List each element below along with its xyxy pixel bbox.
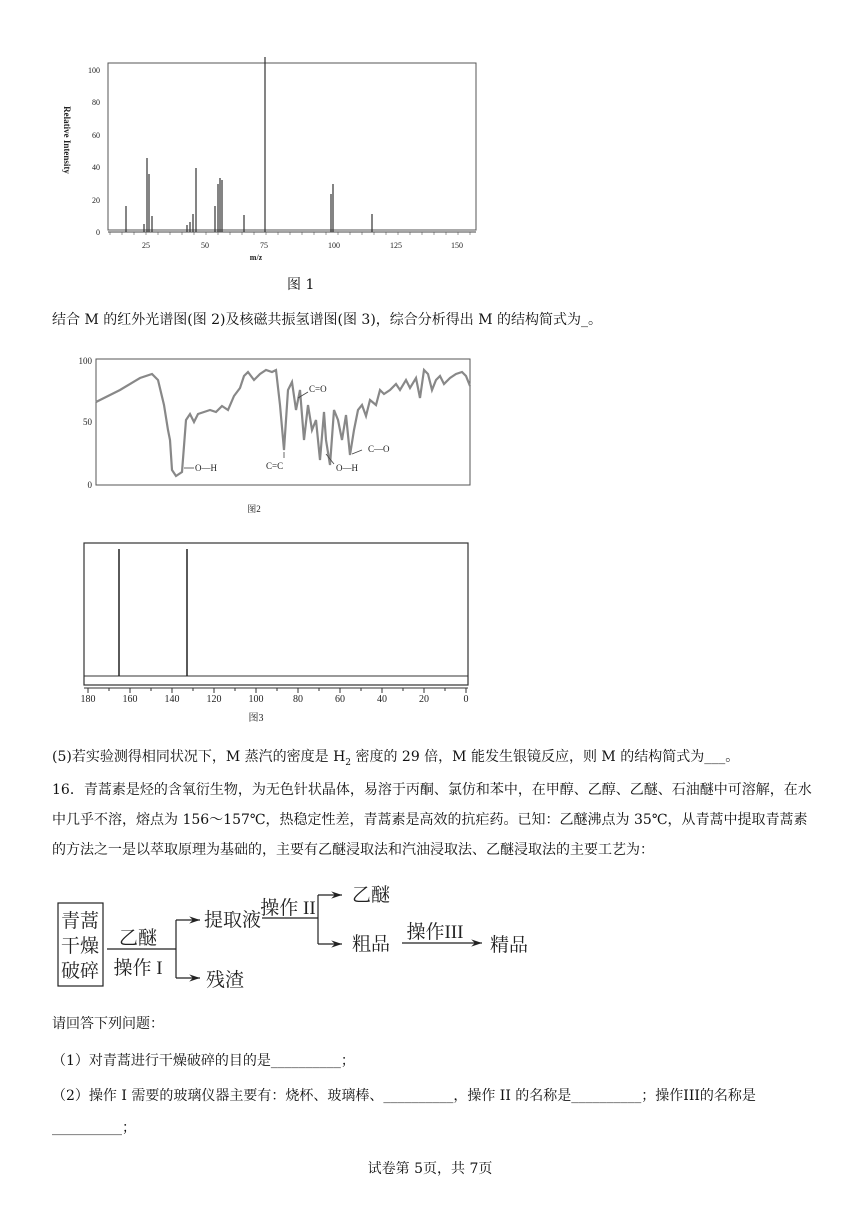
fig1-peaks bbox=[110, 57, 470, 235]
op1-reagent: 乙醚 bbox=[118, 928, 158, 949]
fig1-y-tick-labels bbox=[88, 66, 100, 237]
fig2-label-c-eq-o: C=O bbox=[309, 384, 327, 394]
questions-intro: 请回答下列问题： bbox=[52, 1016, 164, 1032]
figure-3-nmr-spectrum bbox=[70, 535, 480, 730]
question-16-paragraph: 16．青蒿素是烃的含氧衍生物，为无色针状晶体，易溶于丙酮、氯仿和苯中，在甲醇、乙醇、乙醚、石油醚中可溶解，在水中几乎不溶，熔点为 156～157℃，热稳定性差，青蒿素是高效的抗疟药。已知：乙醚沸点为 35℃，从青蒿中提取青蒿素的方法之一是以萃取原理为基础的，主要有乙醚浸取法和汽油浸取法、乙醚浸取法的主要工艺为： bbox=[52, 782, 812, 858]
question-16-2-line1: （2）操作 I 需要的玻璃仪器主要有：烧杯、玻璃棒、__________，操作 II 的名称是__________；操作III的名称是 bbox=[52, 1088, 756, 1104]
fig3-xtick: 120 bbox=[206, 694, 222, 705]
fig1-xtick: 100 bbox=[328, 241, 340, 250]
op2-label: 操作 II bbox=[260, 898, 316, 919]
text-after-fig1: 结合 M 的红外光谱图(图 2)及核磁共振氢谱图(图 3)，综合分析得出 M 的结构简式为_。 bbox=[52, 312, 603, 328]
fig3-caption: 图3 bbox=[248, 713, 264, 724]
fig1-xtick: 75 bbox=[260, 241, 268, 250]
fig2-caption: 图2 bbox=[247, 504, 261, 514]
box-line-3: 破碎 bbox=[60, 961, 100, 982]
fig1-ytick: 60 bbox=[92, 131, 100, 140]
fig2-ytick-50: 50 bbox=[83, 417, 92, 427]
q5-subscript: 2 bbox=[345, 757, 352, 768]
fig3-xtick: 40 bbox=[377, 694, 387, 705]
extract-liquid: 提取液 bbox=[204, 910, 262, 931]
box-line-1: 青蒿 bbox=[60, 911, 100, 932]
question-5 bbox=[52, 746, 739, 774]
fig1-caption: 图 1 bbox=[287, 277, 315, 293]
op1-label: 操作 I bbox=[113, 958, 163, 979]
q5-suffix: 密度的 29 倍，M 能发生银镜反应，则 M 的结构简式为___。 bbox=[351, 749, 740, 765]
fig3-xtick: 180 bbox=[80, 694, 96, 705]
fig3-xtick: 20 bbox=[419, 694, 429, 705]
question-16-1: （1）对青蒿进行干燥破碎的目的是__________； bbox=[52, 1053, 355, 1069]
ether-product: 乙醚 bbox=[352, 885, 391, 906]
fig2-ytick-100: 100 bbox=[78, 356, 92, 366]
fig1-ytick: 0 bbox=[96, 228, 100, 237]
figure-1-mass-spectrum bbox=[40, 55, 490, 270]
fig1-y-axis-label: Relative Intensity bbox=[62, 106, 72, 174]
fig1-ytick: 100 bbox=[88, 66, 100, 75]
fig1-xtick: 25 bbox=[142, 241, 150, 250]
fig3-xtick: 0 bbox=[463, 694, 469, 705]
fig1-xtick: 150 bbox=[451, 241, 463, 250]
process-flow-diagram bbox=[50, 880, 540, 1000]
page-footer: 试卷第 5页，共 7页 bbox=[367, 1161, 493, 1177]
fig1-x-tick-labels bbox=[142, 241, 463, 250]
fig2-ytick-0: 0 bbox=[87, 480, 92, 490]
fig1-xtick: 50 bbox=[201, 241, 209, 250]
fig2-label-oh-2: O—H bbox=[336, 463, 358, 473]
fig2-label-c-eq-c: C=C bbox=[266, 461, 284, 471]
box-line-2: 干燥 bbox=[60, 936, 100, 957]
fig2-label-oh-1: O—H bbox=[195, 463, 217, 473]
fig3-xtick: 60 bbox=[335, 694, 345, 705]
q5-prefix: (5)若实验测得相同状况下，M 蒸汽的密度是 H bbox=[52, 749, 346, 765]
fig1-x-axis-label: m/z bbox=[249, 253, 263, 262]
op3-label: 操作III bbox=[406, 922, 464, 943]
fig3-tick-labels bbox=[81, 694, 469, 705]
fig3-xtick: 80 bbox=[293, 694, 303, 705]
fig3-xtick: 100 bbox=[248, 694, 264, 705]
fig1-axes bbox=[108, 63, 476, 232]
crude-product: 粗品 bbox=[352, 934, 391, 955]
fig1-ytick: 20 bbox=[92, 196, 100, 205]
question-16-2-line2: __________； bbox=[52, 1120, 136, 1136]
fig3-xtick: 140 bbox=[164, 694, 180, 705]
fine-product: 精品 bbox=[490, 935, 529, 956]
fig3-xtick: 160 bbox=[122, 694, 138, 705]
fig1-ytick: 80 bbox=[92, 98, 100, 107]
fig1-ytick: 40 bbox=[92, 163, 100, 172]
residue: 残渣 bbox=[206, 970, 245, 991]
fig3-tick-marks bbox=[88, 688, 466, 693]
fig1-frame bbox=[108, 63, 476, 230]
figure-2-ir-spectrum bbox=[60, 350, 480, 520]
fig3-frame bbox=[84, 543, 468, 685]
fig1-xtick: 125 bbox=[390, 241, 402, 250]
fig2-label-c-o: C—O bbox=[368, 444, 390, 454]
